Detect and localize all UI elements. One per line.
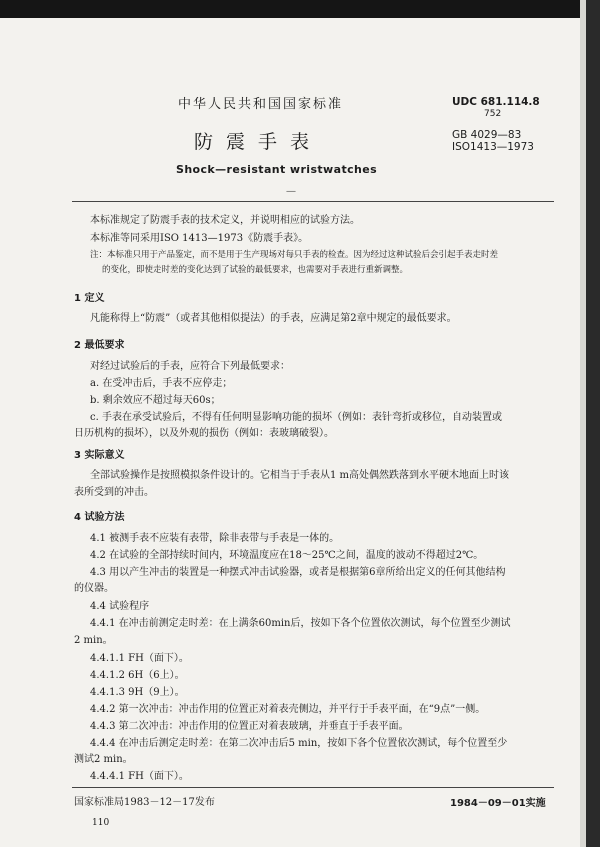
section-3-heading: 3 实际意义 [74,450,125,461]
section-2-item-c-line-1: c. 手表在承受试验后，不得有任何明显影响功能的损坏（例如：表针弯折或移位，自动装置或 [90,412,502,423]
clause-4-4-1-3: 4.4.1.3 9H（9上）。 [90,687,185,698]
footer-divider [72,787,554,788]
note-line-2: 的变化，即使走时差的变化达到了试验的最低要求，也需要对手表进行重新调整。 [102,265,409,275]
english-title: Shock—resistant wristwatches [176,163,378,176]
page-number: 110 [92,818,110,828]
implementation-date: 1984－09－01实施 [450,798,546,809]
scan-right-edge [586,0,600,847]
clause-4-2: 4.2 在试验的全部持续时间内，环境温度应在18～25℃之间，温度的波动不得超过2℃。 [90,550,484,561]
header-divider [72,201,554,202]
clause-4-3-line-1: 4.3 用以产生冲击的装置是一种摆式冲击试验器，或者是根据第6章所给出定义的任何其他结构 [90,567,506,578]
udc-code: UDC 681.114.8 [452,96,540,108]
section-2-item-b: b. 剩余效应不超过每天60s； [90,395,221,406]
iso-number: ISO1413—1973 [452,141,534,153]
udc-code-sub: 752 [484,109,502,119]
title-dash-mark: — [286,186,296,197]
section-2-item-c-line-2: 日历机构的损坏），以及外观的损伤（例如：表玻璃破裂）。 [74,428,334,439]
section-3-line-1: 全部试验操作是按照模拟条件设计的。它相当于手表从1 m高处偶然跌落到水平硬木地面上时该 [90,470,510,481]
clause-4-4-4-line-2: 测试2 min。 [74,754,133,765]
clause-4-4-3: 4.4.3 第二次冲击：冲击作用的位置正对着表玻璃，并垂直于手表平面。 [90,721,409,732]
note-line-1: 注：本标准只用于产品鉴定，而不是用于生产现场对每只手表的检查。因为经过这种试验后会引起手表走时差 [90,250,499,260]
section-1-heading: 1 定义 [74,293,105,304]
intro-line-2: 本标准等同采用ISO 1413—1973《防震手表》。 [90,233,309,244]
section-1-text: 凡能称得上“防震”（或者其他相似提法）的手表，应满足第2章中规定的最低要求。 [90,313,457,324]
section-3-line-2: 表所受到的冲击。 [74,487,154,498]
clause-4-4-1-2: 4.4.1.2 6H（6上）。 [90,670,185,681]
issue-date: 国家标准局1983－12－17发布 [74,797,215,808]
section-2-intro: 对经过试验后的手表，应符合下列最低要求： [90,361,290,372]
clause-4-1: 4.1 被测手表不应装有表带，除非表带与手表是一体的。 [90,533,340,544]
clause-4-4: 4.4 试验程序 [90,601,150,612]
clause-4-3-line-2: 的仪器。 [74,583,114,594]
scan-top-edge [0,0,600,18]
clause-4-4-4-line-1: 4.4.4 在冲击后测定走时差：在第二次冲击后5 min，按如下各个位置依次测试，每个位置至少 [90,738,508,749]
section-2-item-a: a. 在受冲击后，手表不应停走； [90,378,233,389]
clause-4-4-1-1: 4.4.1.1 FH（面下）。 [90,653,189,664]
standard-title: 中华人民共和国国家标准 [178,97,344,112]
section-2-heading: 2 最低要求 [74,340,125,351]
document-title: 防震手表 [194,131,323,153]
clause-4-4-4-1: 4.4.4.1 FH（面下）。 [90,771,189,782]
clause-4-4-1-line-1: 4.4.1 在冲击前测定走时差：在上满条60min后，按如下各个位置依次测试，每个位置至少测试 [90,618,511,629]
gb-number: GB 4029—83 [452,129,522,141]
intro-line-1: 本标准规定了防震手表的技术定义，并说明相应的试验方法。 [90,215,360,226]
section-4-heading: 4 试验方法 [74,512,125,523]
clause-4-4-2: 4.4.2 第一次冲击：冲击作用的位置正对着表壳侧边，并平行于手表平面，在“9点”一侧。 [90,704,486,715]
clause-4-4-1-line-2: 2 min。 [74,635,113,646]
